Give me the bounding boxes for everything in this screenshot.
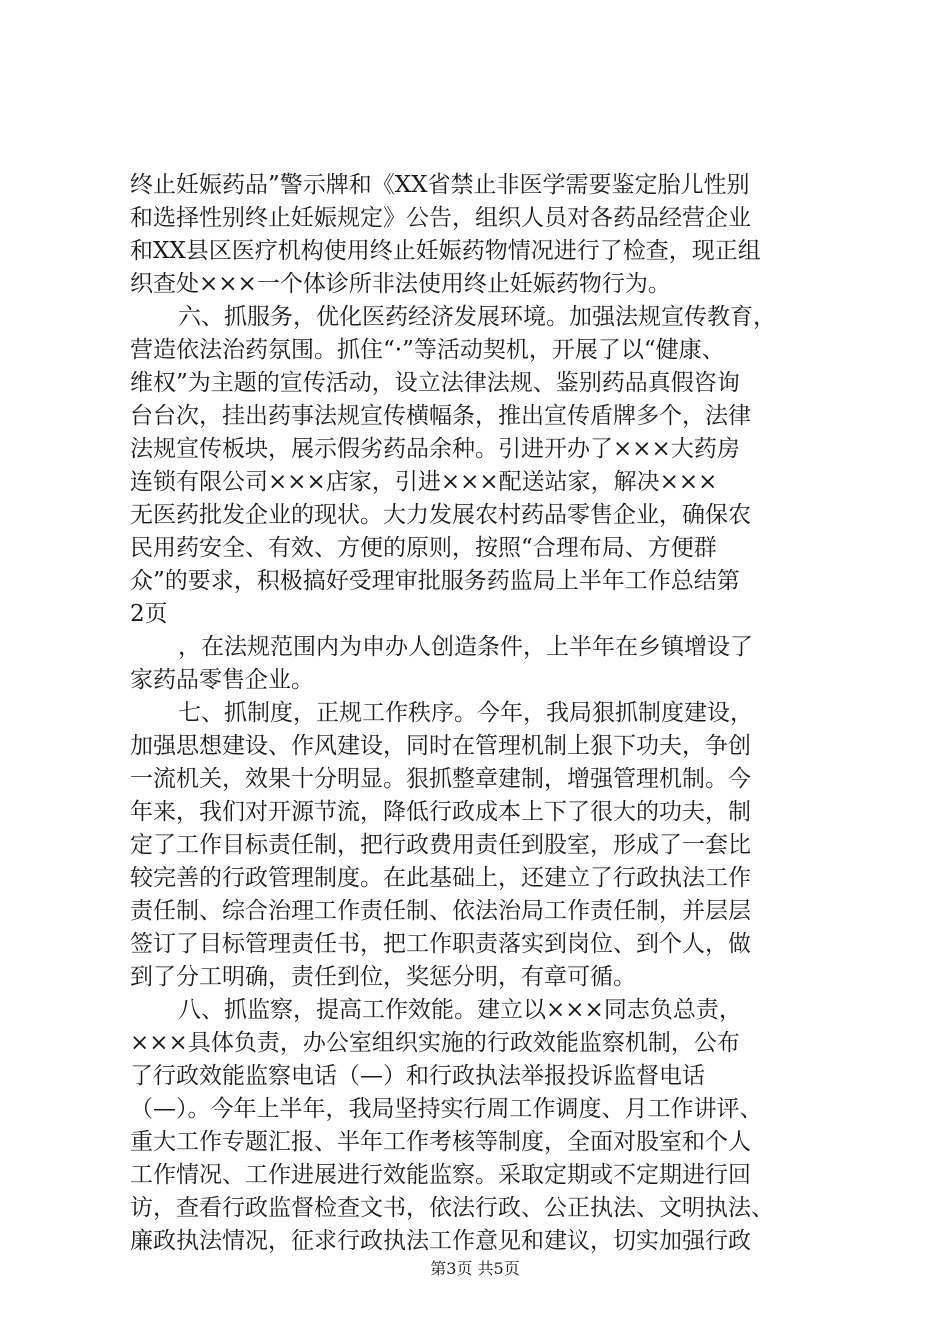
text-line: 无医药批发企业的现状。大力发展农村药品零售企业，确保农 xyxy=(130,502,751,528)
text-line: 年来，我们对开源节流，降低行政成本上下了很大的功夫，制 xyxy=(130,799,751,825)
text-line: 重大工作专题汇报、半年工作考核等制度，全面对股室和个人 xyxy=(130,1129,751,1155)
text-line: 到了分工明确，责任到位，奖惩分明，有章可循。 xyxy=(130,964,636,990)
text-line: 了行政效能监察电话（—）和行政执法举报投诉监督电话 xyxy=(130,1063,705,1089)
text-line: 定了工作目标责任制，把行政费用责任到股室，形成了一套比 xyxy=(130,832,751,858)
text-line: 和选择性别终止妊娠规定》公告，组织人员对各药品经营企业 xyxy=(130,205,751,231)
text-line: 维权”为主题的宣传活动，设立法律法规、鉴别药品真假咨询 xyxy=(130,370,740,396)
text-line: 众”的要求，积极搞好受理审批服务药监局上半年工作总结第 xyxy=(130,568,740,594)
text-line: 连锁有限公司×××店家，引进×××配送站家，解决××× xyxy=(130,469,718,495)
paragraph-start-line: 六、抓服务，优化医药经济发展环境。加强法规宣传教育， xyxy=(178,304,776,330)
text-line: 加强思想建设、作风建设，同时在管理机制上狠下功夫，争创 xyxy=(130,733,751,759)
text-line: 和XX县区医疗机构使用终止妊娠药物情况进行了检查，现正组 xyxy=(130,238,761,264)
text-line: 营造依法治药氛围。抓住“·”等活动契机，开展了以“健康、 xyxy=(130,337,725,363)
text-line: 一流机关，效果十分明显。狠抓整章建制，增强管理机制。今 xyxy=(130,766,751,792)
body-text xyxy=(130,169,836,1258)
text-line: 签订了目标管理责任书，把工作职责落实到岗位、到个人，做 xyxy=(130,931,751,957)
text-line: 较完善的行政管理制度。在此基础上，还建立了行政执法工作 xyxy=(130,865,751,891)
text-line: 民用药安全、有效、方便的原则，按照“合理布局、方便群 xyxy=(130,535,717,561)
text-line: 廉政执法情况，征求行政执法工作意见和建议，切实加强行政 xyxy=(130,1228,751,1254)
text-line: （—）。今年上半年，我局坚持实行周工作调度、月工作讲评、 xyxy=(130,1096,763,1122)
text-line: 2页 xyxy=(130,601,168,627)
page-footer: 第3页 共5页 xyxy=(430,1259,520,1278)
text-line: 责任制、综合治理工作责任制、依法治局工作责任制，并层层 xyxy=(130,898,751,924)
text-line: 工作情况、工作进展进行效能监察。采取定期或不定期进行回 xyxy=(130,1162,751,1188)
text-line: 家药品零售企业。 xyxy=(130,667,314,693)
paragraph-start-line: 八、抓监察，提高工作效能。建立以×××同志负总责， xyxy=(178,997,742,1023)
paragraph-start-line: ，在法规范围内为申办人创造条件，上半年在乡镇增设了 xyxy=(178,634,753,660)
text-line: 终止妊娠药品”警示牌和《XX省禁止非医学需要鉴定胎儿性别 xyxy=(130,172,750,198)
text-line: 台台次，挂出药事法规宣传横幅条，推出宣传盾牌多个，法律 xyxy=(130,403,751,429)
paragraph-start-line: 七、抓制度，正规工作秩序。今年，我局狠抓制度建设， xyxy=(178,700,753,726)
text-line: 访，查看行政监督检查文书，依法行政、公正执法、文明执法、 xyxy=(130,1195,774,1221)
text-line: ×××具体负责，办公室组织实施的行政效能监察机制，公布 xyxy=(130,1030,740,1056)
text-line: 法规宣传板块，展示假劣药品余种。引进开办了×××大药房 xyxy=(130,436,740,462)
text-line: 织查处×××一个体诊所非法使用终止妊娠药物行为。 xyxy=(130,271,671,297)
